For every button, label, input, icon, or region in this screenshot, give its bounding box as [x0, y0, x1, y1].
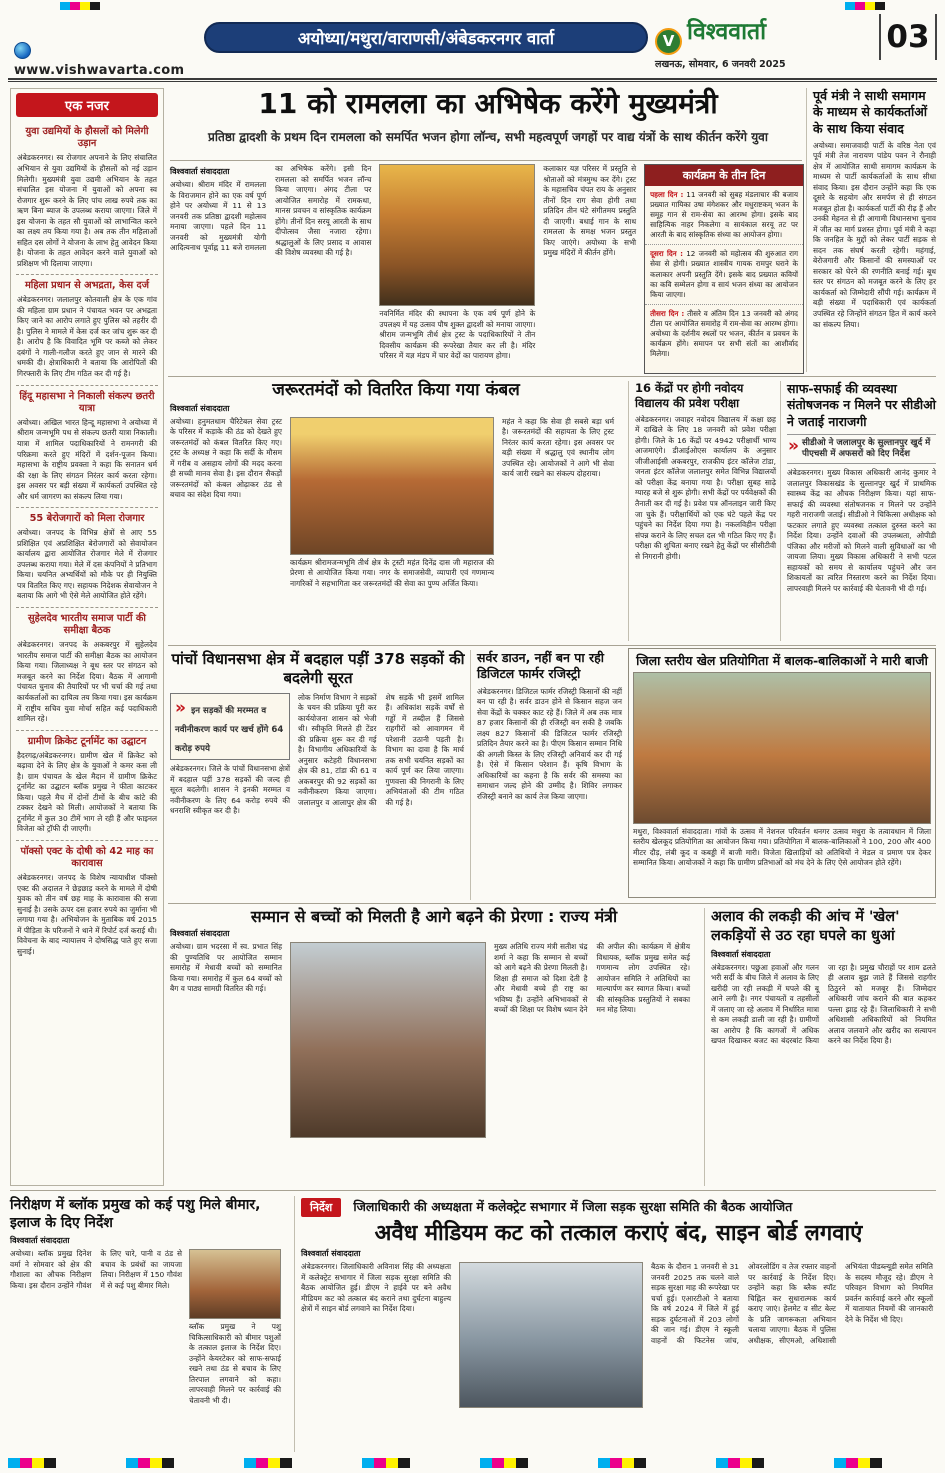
- one-glance-column: [10, 88, 164, 1186]
- news-brief: [16, 508, 158, 608]
- article-body: कार्यक्रम श्रीरामजन्मभूमि तीर्थ क्षेत्र के ट्रस्टी महंत दिनेंद्र दास जी महाराज की प्रेरणा से आयोजित किया गया। नगर के समाजसेवी, व्यापारी एवं गणमान्य नागरिकों ने सहभागिता कर जरूरतमंदों की सेवा का पुण्य अर्जित किया।: [290, 557, 494, 588]
- news-brief: [16, 121, 158, 275]
- article-headline: पांचों विधानसभा क्षेत्र में बदहाल पड़ीं 378 सड़कों की बदलेगी सूरत: [171, 650, 465, 687]
- article-body: अंबेडकरनगर। मुख्य विकास अधिकारी आनंद कुमार ने जलालपुर विकासखंड के सुल्तानपुर खुर्द में प्राथमिक स्वास्थ्य केंद्र का औचक निरीक्षण किया। यहां साफ-सफाई की व्यवस्था संतोषजनक न मिलने पर उन्होंने गहरी नाराजगी जताई। सीडीओ ने चिकित्सा अधीक्षक को फटकार लगाते हुए व्यवस्था तत्काल दुरुस्त करने का निर्देश दिया। उन्होंने दवाओं की उपलब्धता, ओपीडी पंजिका और मरीजों को मिलने वाली सुविधाओं का भी जायजा लिया। मुख्य विकास अधिकारी ने सभी पटल सहायकों को समय से कार्यालय पहुंचने और जन शिकायतों का त्वरित निस्तारण करने का निर्देश दिया। लापरवाही मिलने पर कार्रवाई की चेतावनी भी दी गई।: [787, 468, 936, 593]
- one-glance-header: एक नजर: [16, 93, 158, 117]
- program-day-text: 12 जनवरी को महोत्सव की शुरुआत राग सेवा से होगी। प्रख्यात शास्त्रीय गायक रामपुर घराने के कलाकार अपनी प्रस्तुति देंगे। इसके बाद प्रख्यात कवियों का कवि सम्मेलन होगा व सायं भजन संध्या का आयोजन किया जाएगा।: [650, 249, 798, 299]
- registration-marks-top-left: [60, 2, 100, 10]
- program-day-text: तीसरे व अंतिम दिन 13 जनवरी को अंगद टीला पर आयोजित समारोह में राम-सेवा का आरम्भ होगा। अयोध्या के दर्शनीय स्थलों पर भजन, कीर्तन व प्रवचन के कार्यक्रम होंगे। समापन पर सभी संतों का आशीर्वाद मिलेगा।: [650, 308, 799, 359]
- news-brief-title: महिला प्रधान से अभद्रता, केस दर्ज: [24, 280, 150, 292]
- photo-caption: मथुरा, विश्ववार्ता संवाददाता। गांवों के उत्सव में नेशनल परिवर्तन थनगर उत्सव मथुरा के तत्वावधान में जिला स्तरीय खेलकूद प्रतियोगिता का आयोजन किया गया। प्रतियोगिता में बालक-बालिकाओं ने 100, 200 और 400 मीटर दौड़, लंबी कूद व कबड्डी में बाजी मारी। विजेता खिलाड़ियों को अतिथियों ने मेडल व प्रमाण पत्र देकर सम्मानित किया। आयोजकों ने कहा कि ग्रामीण प्रतिभाओं को मंच देने के लिए ऐसे आयोजन होते रहेंगे।: [633, 826, 931, 868]
- news-brief: [16, 275, 158, 385]
- article-body: लोक निर्माण विभाग ने सड़कों के चयन की प्रक्रिया पूरी कर कार्ययोजना शासन को भेजी थी। स्वीकृति मिलते ही टेंडर की प्रक्रिया शुरू कर दी गई है। विभागीय अधिकारियों के अनुसार कटेहरी विधानसभा क्षेत्र की 81, टांडा की 61 व अकबरपुर की 92 सड़कों का नवीनीकरण किया जाएगा। जलालपुर व आलापुर क्षेत्र की शेष सड़कें भी इसमें शामिल हैं। अधिकांश सड़कें वर्षों से गड्ढों में तब्दील हैं जिससे राहगीरों को आवागमन में परेशानी उठानी पड़ती है। विभाग का दावा है कि मार्च तक सभी चयनित सड़कों का कार्य पूर्ण कर लिया जाएगा। गुणवत्ता की निगरानी के लिए अभियंताओं की टीम गठित की गई है।: [298, 692, 464, 807]
- article-body: अंबेडकरनगर। पछुआ हवाओं और गलन भरी सर्दी के बीच जिले में अलाव के लिए खरीदी जा रही लकड़ी में घपले की बू आने लगी है। नगर पंचायतों व तहसीलों में जलाए जा रहे अलाव में निर्धारित मात्रा से कम लकड़ी डाली जा रही है। ग्रामीणों का आरोप है कि कागजों में अधिक खपत दिखाकर बजट का बंदरबांट किया जा रहा है। प्रमुख चौराहों पर शाम ढलते ही अलाव बुझ जाते हैं जिससे राहगीर ठिठुरने को मजबूर हैं। जिम्मेदार अधिकारी जांच कराने की बात कहकर पल्ला झाड़ रहे हैं। जिलाधिकारी ने सभी अधिशासी अधिकारियों को नियमित अलाव जलवाने और खरीद का सत्यापन करने का निर्देश दिया है।: [711, 962, 936, 1046]
- article-byline: विश्ववार्ता संवाददाता: [10, 1236, 70, 1246]
- avaidh-article: [294, 1196, 936, 1452]
- news-brief-title: सुहेलदेव भारतीय समाज पार्टी की समीक्षा बैठक: [28, 612, 146, 637]
- article-headline: निरीक्षण में ब्लॉक प्रमुख को कई पशु मिले बीमार, इलाज के दिए निर्देश: [10, 1197, 261, 1232]
- lead-headline: 11 को रामलला का अभिषेक करेंगे मुख्यमंत्री: [258, 87, 718, 120]
- server-article: [470, 650, 622, 900]
- lead-subheadline: प्रतिष्ठा द्वादशी के प्रथम दिन रामलला को समर्पित भजन होगा लॉन्च, सभी महत्वपूर्ण जगहों पर वाद्य यंत्रों के साथ कीर्तन करेंगे युवा: [208, 130, 768, 144]
- news-brief-body: अंबेडकरनगर। जलालपुर कोतवाली क्षेत्र के एक गांव की महिला ग्राम प्रधान ने पंचायत भवन पर अभद्रता किए जाने का आरोप लगाते हुए पुलिस को तहरीर दी है। पुलिस ने मामले में केस दर्ज कर जांच शुरू कर दी है। आरोप है कि विवादित भूमि पर कब्जे को लेकर दबंगों ने गाली-गलौज करते हुए जान से मारने की धमकी दी। क्षेत्राधिकारी ने बताया कि आरोपितों की गिरफ्तारी के लिए टीम गठित कर दी गई है।: [17, 295, 157, 378]
- registration-marks-top-right: [845, 2, 885, 10]
- program-day: [645, 186, 803, 245]
- kambal-article-body: [170, 417, 622, 590]
- lead-article: [170, 164, 804, 374]
- alav-article: [704, 908, 936, 1186]
- article-body: अंबेडकरनगर। जवाहर नवोदय विद्यालय में कक्षा छह में दाखिले के लिए 18 जनवरी को प्रवेश परीक्षा होगी। जिले के 16 केंद्रों पर 4942 परीक्षार्थी भाग्य आजमाएंगे। डीआईओएस कार्यालय के अनुसार जीजीआईसी अकबरपुर, राजकीय इंटर कॉलेज टांडा, जनता इंटर कॉलेज जलालपुर समेत विभिन्न विद्यालयों को परीक्षा केंद्र बनाया गया है। परीक्षा सुबह साढ़े ग्यारह बजे से शुरू होगी। सभी केंद्रों पर पर्यवेक्षकों की तैनाती कर दी गई है। प्रवेश पत्र ऑनलाइन जारी किए जा चुके हैं। परीक्षार्थियों को एक घंटे पहले केंद्र पर पहुंचने का निर्देश दिया गया है। नकलविहीन परीक्षा संपन्न कराने के लिए सचल दल भी गठित किए गए हैं। परीक्षा की शुचिता बनाए रखने हेतु केंद्रों पर सीसीटीवी से निगरानी होगी।: [635, 414, 776, 561]
- article-headline: सर्वर डाउन, नहीं बन पा रही डिजिटल फार्मर रजिस्ट्री: [477, 650, 604, 682]
- registration-marks-bottom: [8, 1458, 937, 1468]
- news-brief: [16, 731, 158, 841]
- avaidh-article-body: [301, 1262, 936, 1408]
- quote-mark-icon: »: [175, 697, 186, 718]
- news-brief-body: अंबेडकरनगर। स्व रोजगार अपनाने के लिए संचालित अभियान से युवा उद्यमियों के हौसलों को नई उड़ान मिलेगी। मुख्यमंत्री युवा उद्यमी अभियान के तहत संचालित इस योजना में युवाओं को अपना स्व रोजगार शुरू करने के लिए पांच लाख रुपये तक का ऋण बिना ब्याज के उपलब्ध कराया जाएगा। जिले में इस योजना के तहत सौ युवाओं को लाभान्वित करने का लक्ष्य तय किया गया है। अब तक तीन महिलाओं सहित दस लोगों ने योजना के लाभ हेतु आवेदन किया है। योजना के तहत आवेदन करने वाले युवाओं को प्रशिक्षण भी दिलाया जाएगा।: [17, 153, 157, 268]
- news-brief-title: पॉक्सो एक्ट के दोषी को 42 माह का कारावास: [20, 845, 154, 870]
- nirikshan-article-body: [10, 1249, 288, 1406]
- sports-group-photo: [633, 672, 931, 824]
- masthead-rule: [8, 78, 937, 82]
- nirikshan-inspection-photo: [189, 1249, 281, 1319]
- program-day: [645, 305, 803, 363]
- safai-article: [780, 381, 936, 641]
- program-day-label: दूसरा दिन :: [650, 249, 683, 259]
- masthead-left: [14, 40, 199, 78]
- article-byline: विश्ववार्ता संवाददाता: [170, 403, 230, 413]
- article-headline: जरूरतमंदों को वितरित किया गया कंबल: [272, 380, 520, 400]
- article-byline: विश्ववार्ता संवाददाता: [301, 1249, 361, 1259]
- masthead-banner: अयोध्या/मथुरा/वाराणसी/अंबेडकरनगर वार्ता: [204, 22, 648, 53]
- article-highlight: [787, 434, 936, 464]
- avaidh-strap-row: [301, 1196, 936, 1217]
- article-body: अंबेडकरनगर। डिजिटल फार्मर रजिस्ट्री किसानों की नहीं बन पा रही है। सर्वर डाउन होने से किसान सहज जन सेवा केंद्रों के चक्कर काट रहे हैं। जिले में अब तक मात्र 87 हजार किसानों की ही रजिस्ट्री बन सकी है जबकि लक्ष्य 827 किसानों की डिजिटल फार्मर रजिस्ट्री प्रतिदिन तैयार करने का है। पीएम किसान सम्मान निधि की अगली किस्त के लिए रजिस्ट्री अनिवार्य कर दी गई है। ऐसे में किसान परेशान हैं। कृषि विभाग के अधिकारियों का कहना है कि सर्वर की समस्या का समाधान जल्द होने की उम्मीद है। शिविर लगाकर रजिस्ट्री बनाने का कार्य तेज किया जाएगा।: [477, 686, 622, 801]
- roads-left-column: [170, 693, 290, 817]
- article-body: ब्लॉक प्रमुख ने पशु चिकित्साधिकारी को बीमार पशुओं के तत्काल इलाज के निर्देश दिए। उन्होंने केयरटेकर को साफ-सफाई रखने तथा ठंड से बचाव के लिए तिरपाल लगवाने को कहा। लापरवाही मिलने पर कार्रवाई की चेतावनी भी दी।: [189, 1322, 281, 1405]
- news-brief: [16, 841, 158, 963]
- program-box-title: कार्यक्रम के तीन दिन: [645, 165, 803, 186]
- article-byline: विश्ववार्ता संवाददाता: [170, 929, 230, 939]
- divider: [168, 903, 936, 904]
- navodaya-article: [628, 381, 776, 641]
- article-body: अयोध्या। ग्राम भदरसा में स्व. प्रभात सिंह की पुण्यतिथि पर आयोजित सम्मान समारोह में मेधावी बच्चों को सम्मानित किया गया। समारोह में कुल 64 बच्चों को बैग व पाठ्य सामग्री वितरित की गई।: [170, 942, 282, 994]
- purv-mantri-article: [806, 88, 936, 372]
- divider: [170, 160, 802, 161]
- kambal-article: [170, 381, 622, 641]
- samman-ceremony-photo: [290, 942, 486, 1138]
- article-headline: सम्मान से बच्चों को मिलती है आगे बढ़ने की प्रेरणा : राज्य मंत्री: [250, 907, 618, 926]
- news-brief-title: ग्रामीण क्रिकेट टूर्नामेंट का उद्घाटन: [27, 735, 147, 747]
- news-brief-title: हिंदू महासभा ने निकाली संकल्प छतरी यात्रा: [19, 390, 155, 414]
- news-brief: [16, 386, 158, 509]
- article-headline: साफ-सफाई की व्यवस्था संतोषजनक न मिलने पर सीडीओ ने जताई नाराजगी: [787, 381, 936, 429]
- program-day-label: तीसरा दिन :: [650, 308, 685, 318]
- lead-body-2: नवनिर्मित मंदिर की स्थापना के एक वर्ष पूर्ण होने के उपलक्ष्य में यह उत्सव पौष शुक्ल द्वादशी को मनाया जाएगा। श्रीराम जन्मभूमि तीर्थ क्षेत्र ट्रस्ट के पदाधिकारियों ने तीन दिवसीय कार्यक्रम की रूपरेखा तैयार कर ली है। मंदिर परिसर में यज्ञ मंडप में चार वेदों का पारायण होगा।: [379, 309, 536, 361]
- news-brief: [16, 608, 158, 731]
- news-brief-body: अयोध्या। अखिल भारत हिन्दू महासभा ने अयोध्या में श्रीराम जन्मभूमि पथ से संकल्प छतरी यात्रा निकाली। यात्रा में शामिल पदाधिकारियों ने रामनगरी की परिक्रमा करते हुए मंदिरों में दर्शन-पूजन किया। महासभा के राष्ट्रीय प्रवक्ता ने कहा कि सनातन धर्म की रक्षा के लिए संगठन निरंतर कार्य करता रहेगा। इस अवसर पर बड़ी संख्या में कार्यकर्ता उपस्थित रहे और धर्म जागरण का संकल्प लिया गया।: [17, 417, 157, 501]
- article-body: अयोध्या। समाजवादी पार्टी के वरिष्ठ नेता एवं पूर्व मंत्री तेज नारायण पांडेय पवन ने रौनाही क्षेत्र में आयोजित साथी समागम कार्यक्रम के माध्यम से पार्टी कार्यकर्ताओं के साथ सीधा संवाद किया। इस दौरान उन्होंने कहा कि एक दूसरे के सहयोग और समर्पण से ही संगठन मजबूत होता है। कार्यकर्ता पार्टी की रीढ़ हैं और उनकी मेहनत से ही आगामी विधानसभा चुनाव में जीत का मार्ग प्रशस्त होगा। पूर्व मंत्री ने कहा कि जनहित के मुद्दों को लेकर पार्टी सड़क से सदन तक संघर्ष करती रहेगी। महंगाई, बेरोजगारी और किसानों की समस्याओं पर सरकार को घेरने की रणनीति बनाई गई। बूथ स्तर पर संगठन को मजबूत करने के लिए हर कार्यकर्ता को जिम्मेदारी सौंपी गई। कार्यक्रम में बड़ी संख्या में पदाधिकारी एवं कार्यकर्ता उपस्थित रहे जिन्होंने संगठन हित में कार्य करने का संकल्प लिया।: [813, 140, 936, 329]
- samman-article-body: [170, 942, 698, 1138]
- news-brief-body: अंबेडकरनगर। जनपद के अकबरपुर में सुहेलदेव भारतीय समाज पार्टी की समीक्षा बैठक का आयोजन किया गया। जिलाध्यक्ष ने बूथ स्तर पर संगठन को मजबूत करने का निर्देश दिया। बैठक में आगामी पंचायत चुनाव की तैयारियों पर भी चर्चा की गई तथा कार्यकर्ताओं का दायित्व तय किया गया। इस कार्यक्रम में राष्ट्रीय सचिव युवा मोर्चा सहित कई पदाधिकारी शामिल रहे।: [17, 640, 157, 724]
- highlight-text: सीडीओ ने जलालपुर के सुल्तानपुर खुर्द में पीएचसी में अफसरों को दिए निर्देश: [801, 437, 931, 459]
- masthead-dateline: लखनऊ, सोमवार, 6 जनवरी 2025: [655, 58, 786, 70]
- program-day-text: 11 जनवरी को सुबह मंडलाचार की बजाय प्रख्यात गायिका उषा मंगेशकर और मधुराष्टकम् भजन के समूह गान से राम-सेवा का आरम्भ होगा। इसके बाद साहित्यिक नाहर निकलेगा व सायंकाल सरयू तट पर आरती के बाद सांस्कृतिक संध्या का आयोजन होगा।: [650, 190, 798, 240]
- program-day: [645, 245, 803, 304]
- program-box: [644, 164, 804, 374]
- page-number: 03: [879, 14, 937, 60]
- article-body: अंबेडकरनगर। जिले के पांचों विधानसभा क्षेत्रों में बदहाल पड़ीं 378 सड़कों की जल्द ही सूरत बदलेगी। शासन ने इनकी मरम्मत व नवीनीकरण के लिए 64 करोड़ रुपये की धनराशि स्वीकृत कर दी है।: [170, 764, 290, 816]
- quote-mark-icon: »: [788, 435, 799, 456]
- article-headline: पूर्व मंत्री ने साथी समागम के माध्यम से कार्यकर्ताओं के साथ किया संवाद: [813, 88, 928, 136]
- article-headline: अवैध मीडियम कट को तत्काल कराएं बंद, साइन बोर्ड लगवाएं: [374, 1221, 863, 1246]
- news-brief-title: 55 बेरोजगारों को मिला रोजगार: [29, 513, 145, 525]
- article-body: बैठक के दौरान 1 जनवरी से 31 जनवरी 2025 तक चलने वाले सड़क सुरक्षा माह की रूपरेखा पर चर्चा हुई। एआरटीओ ने बताया कि वर्ष 2024 में जिले में हुई सड़क दुर्घटनाओं में 203 लोगों की जान गई। डीएम ने स्कूली वाहनों की फिटनेस जांच, ओवरलोडिंग व तेज रफ्तार वाहनों पर कार्रवाई के निर्देश दिए। उन्होंने कहा कि ब्लैक स्पॉट चिह्नित कर सुधारात्मक कार्य कराए जाएं। हेलमेट व सीट बेल्ट के प्रति जागरूकता अभियान चलाया जाएगा। बैठक में पुलिस अधीक्षक, सीएमओ, अधिशासी अभियंता पीडब्ल्यूडी समेत समिति के सदस्य मौजूद रहे। डीएम ने परिवहन विभाग को नियमित प्रवर्तन कार्रवाई करने और स्कूलों में यातायात नियमों की जानकारी देने के निर्देश भी दिए।: [651, 1262, 933, 1345]
- article-pullquote: [170, 693, 290, 761]
- news-brief-body: अंबेडकरनगर। जनपद के विशेष न्यायाधीश पॉक्सो एक्ट की अदालत ने छेड़छाड़ करने के मामले में दोषी युवक को तीन वर्ष छह माह के कारावास की सजा सुनाई है। उसके ऊपर दस हजार रुपये का जुर्माना भी लगाया गया है। अभियोजन के मुताबिक वर्ष 2015 में पीड़िता के परिजनों ने थाने में रिपोर्ट दर्ज कराई थी। विवेचना के बाद न्यायालय ने दोषसिद्ध पाते हुए सजा सुनाई।: [17, 873, 157, 956]
- divider: [10, 1190, 936, 1191]
- program-day-label: पहला दिन :: [650, 190, 684, 199]
- roads-article-body: [170, 693, 466, 817]
- directive-tag: निर्देश: [301, 1198, 341, 1217]
- roads-article: [170, 650, 466, 900]
- sports-article: [628, 648, 936, 898]
- article-headline: अलाव की लकड़ी की आंच में 'खेल' लकड़ियों से उठ रहा घपले का धुआं: [711, 909, 900, 944]
- lead-body-3: कलाकार यज्ञ परिसर में प्रस्तुति से श्रोताओं को मंत्रमुग्ध कर देंगे। ट्रस्ट के महासचिव चंपत राय के अनुसार तीनों दिन राग सेवा होगी तथा प्रतिदिन तीन घंटे संगीतमय प्रस्तुति दी जाएगी। बधाई गान के साथ रामलला के समक्ष भजन प्रस्तुत किए जाएंगे। अयोध्या के सभी प्रमुख मंदिरों में कीर्तन होंगे।: [543, 164, 637, 258]
- article-body: अयोध्या। हनुमतधाम चैरिटेबल सेवा ट्रस्ट के परिसर में कड़ाके की ठंड को देखते हुए जरूरतमंदों को कंबल वितरित किए गए। ट्रस्ट के अध्यक्ष ने कहा कि सर्दी के मौसम में गरीब व असहाय लोगों की मदद करना ही सच्ची मानव सेवा है। इस दौरान सैकड़ों जरूरतमंदों को कंबल ओढ़ाकर ठंड से बचाव का संदेश दिया गया।: [170, 416, 282, 500]
- nirikshan-photo-stack: [189, 1249, 281, 1406]
- lead-photo: [379, 164, 535, 306]
- lead-byline: विश्ववार्ता संवाददाता: [170, 167, 230, 176]
- lead-body-columns: [170, 164, 371, 374]
- article-body: महंत ने कहा कि सेवा ही सबसे बड़ा धर्म है। जरूरतमंदों की सहायता के लिए ट्रस्ट निरंतर कार्य करता रहेगा। इस अवसर पर बड़ी संख्या में श्रद्धालु एवं स्थानीय लोग उपस्थित रहे। आयोजकों ने आगे भी सेवा कार्य जारी रखने का संकल्प दोहराया।: [502, 416, 614, 479]
- news-brief-body: हैदरगढ़/अंबेडकरनगर। ग्रामीण खेल में क्रिकेट को बढ़ावा देने के लिए क्षेत्र के युवाओं ने कमर कस ली है। ग्राम पंचायत के खेल मैदान में ग्रामीण क्रिकेट टूर्नामेंट का उद्घाटन ब्लॉक प्रमुख ने फीता काटकर किया। पहले मैच में दोनों टीमों के बीच कांटे की टक्कर देखने को मिली। आयोजकों ने बताया कि टूर्नामेंट में कुल 30 टीमें भाग ले रही हैं और फाइनल विजेता को ट्रॉफी दी जाएगी।: [17, 750, 157, 834]
- article-byline: विश्ववार्ता संवाददाता: [711, 949, 771, 959]
- news-brief-body: अयोध्या। जनपद के विभिन्न क्षेत्रों से आए 55 प्रशिक्षित एवं अप्रशिक्षित बेरोजगारों को सेवायोजन कार्यालय द्वारा आयोजित रोजगार मेले में रोजगार उपलब्ध कराया गया। मेले में दस कंपनियों ने प्रतिभाग किया। चयनित अभ्यर्थियों को मौके पर ही नियुक्ति पत्र वितरित किए गए। सहायक निदेशक सेवायोजन ने बताया कि आगे भी ऐसे मेले आयोजित होते रहेंगे।: [17, 528, 157, 601]
- masthead-url: www.vishwavarta.com: [14, 63, 185, 78]
- news-brief-title: युवा उद्यमियों के हौसलों को मिलेगी उड़ान: [25, 126, 149, 150]
- pullquote-text: इन सड़कों की मरम्मत व नवीनीकरण कार्य पर खर्च होंगे 64 करोड़ रुपये: [175, 705, 284, 754]
- article-body: अंबेडकरनगर। जिलाधिकारी अविनाश सिंह की अध्यक्षता में कलेक्ट्रेट सभागार में जिला सड़क सुरक्षा समिति की बैठक आयोजित हुई। डीएम ने हाईवे पर बने अवैध मीडियम कट को तत्काल बंद कराने तथा दुर्घटना बाहुल्य क्षेत्रों में साइन बोर्ड लगवाने का निर्देश दिया।: [301, 1262, 451, 1314]
- divider: [168, 645, 936, 646]
- article-headline: 16 केंद्रों पर होगी नवोदय विद्यालय की प्रवेश परीक्षा: [635, 381, 744, 410]
- samman-article: [170, 908, 698, 1186]
- lead-photo-stack: [379, 164, 535, 374]
- divider: [168, 376, 936, 377]
- article-body: अयोध्या। ब्लॉक प्रमुख दिनेश वर्मा ने सोमवार को क्षेत्र की गौशाला का औचक निरीक्षण किया। इस दौरान उन्होंने गौवंश के लिए चारे, पानी व ठंड से बचाव के प्रबंधों का जायजा लिया। निरीक्षण में 150 गौवंश में से कई पशु बीमार मिले।: [10, 1249, 182, 1290]
- article-body: मुख्य अतिथि राज्य मंत्री सतीश चंद्र शर्मा ने कहा कि सम्मान से बच्चों को आगे बढ़ने की प्रेरणा मिलती है। शिक्षा ही समाज को दिशा देती है और मेधावी बच्चे ही राष्ट्र का भविष्य हैं। उन्होंने अभिभावकों से बच्चों की शिक्षा पर विशेष ध्यान देने की अपील की। कार्यक्रम में क्षेत्रीय विधायक, ब्लॉक प्रमुख समेत कई गणमान्य लोग उपस्थित रहे। आयोजन समिति ने अतिथियों का माल्यार्पण कर स्वागत किया। बच्चों की सांस्कृतिक प्रस्तुतियों ने सबका मन मोह लिया।: [494, 942, 690, 1015]
- lead-body-1: अयोध्या। श्रीराम मंदिर में रामलला के विराजमान होने का एक वर्ष पूर्ण होने पर अयोध्या में 11 से 13 जनवरी तक प्रतिष्ठा द्वादशी महोत्सव मनाया जाएगा। पहले दिन 11 जनवरी को मुख्यमंत्री योगी आदित्यनाथ पूर्वाह्न 11 बजे रामलला का अभिषेक करेंगे। इसी दिन रामलला को समर्पित भजन लॉन्च किया जाएगा। अंगद टीला पर आयोजित समारोह में रामकथा, मानस प्रवचन व सांस्कृतिक कार्यक्रम होंगे। तीनों दिन सरयू आरती के साथ दीपोत्सव जैसा नजारा रहेगा। श्रद्धालुओं के लिए प्रसाद व आवास की विशेष व्यवस्था की गई है।: [170, 164, 372, 258]
- globe-icon: [14, 42, 31, 59]
- brand-name: विश्ववार्ता: [687, 19, 767, 45]
- kambal-distribution-photo: [290, 417, 494, 555]
- kambal-photo-stack: [290, 417, 494, 590]
- masthead-brand: [655, 14, 875, 76]
- brand-logo-icon: V: [655, 28, 682, 55]
- nirikshan-article: [10, 1196, 288, 1452]
- article-headline: जिला स्तरीय खेल प्रतियोगिता में बालक-बालिकाओं ने मारी बाजी: [636, 653, 928, 668]
- article-strapline: जिलाधिकारी की अध्यक्षता में कलेक्ट्रेट सभागार में जिला सड़क सुरक्षा समिति की बैठक आयोजित: [353, 1199, 793, 1214]
- meeting-photo: [459, 1262, 643, 1408]
